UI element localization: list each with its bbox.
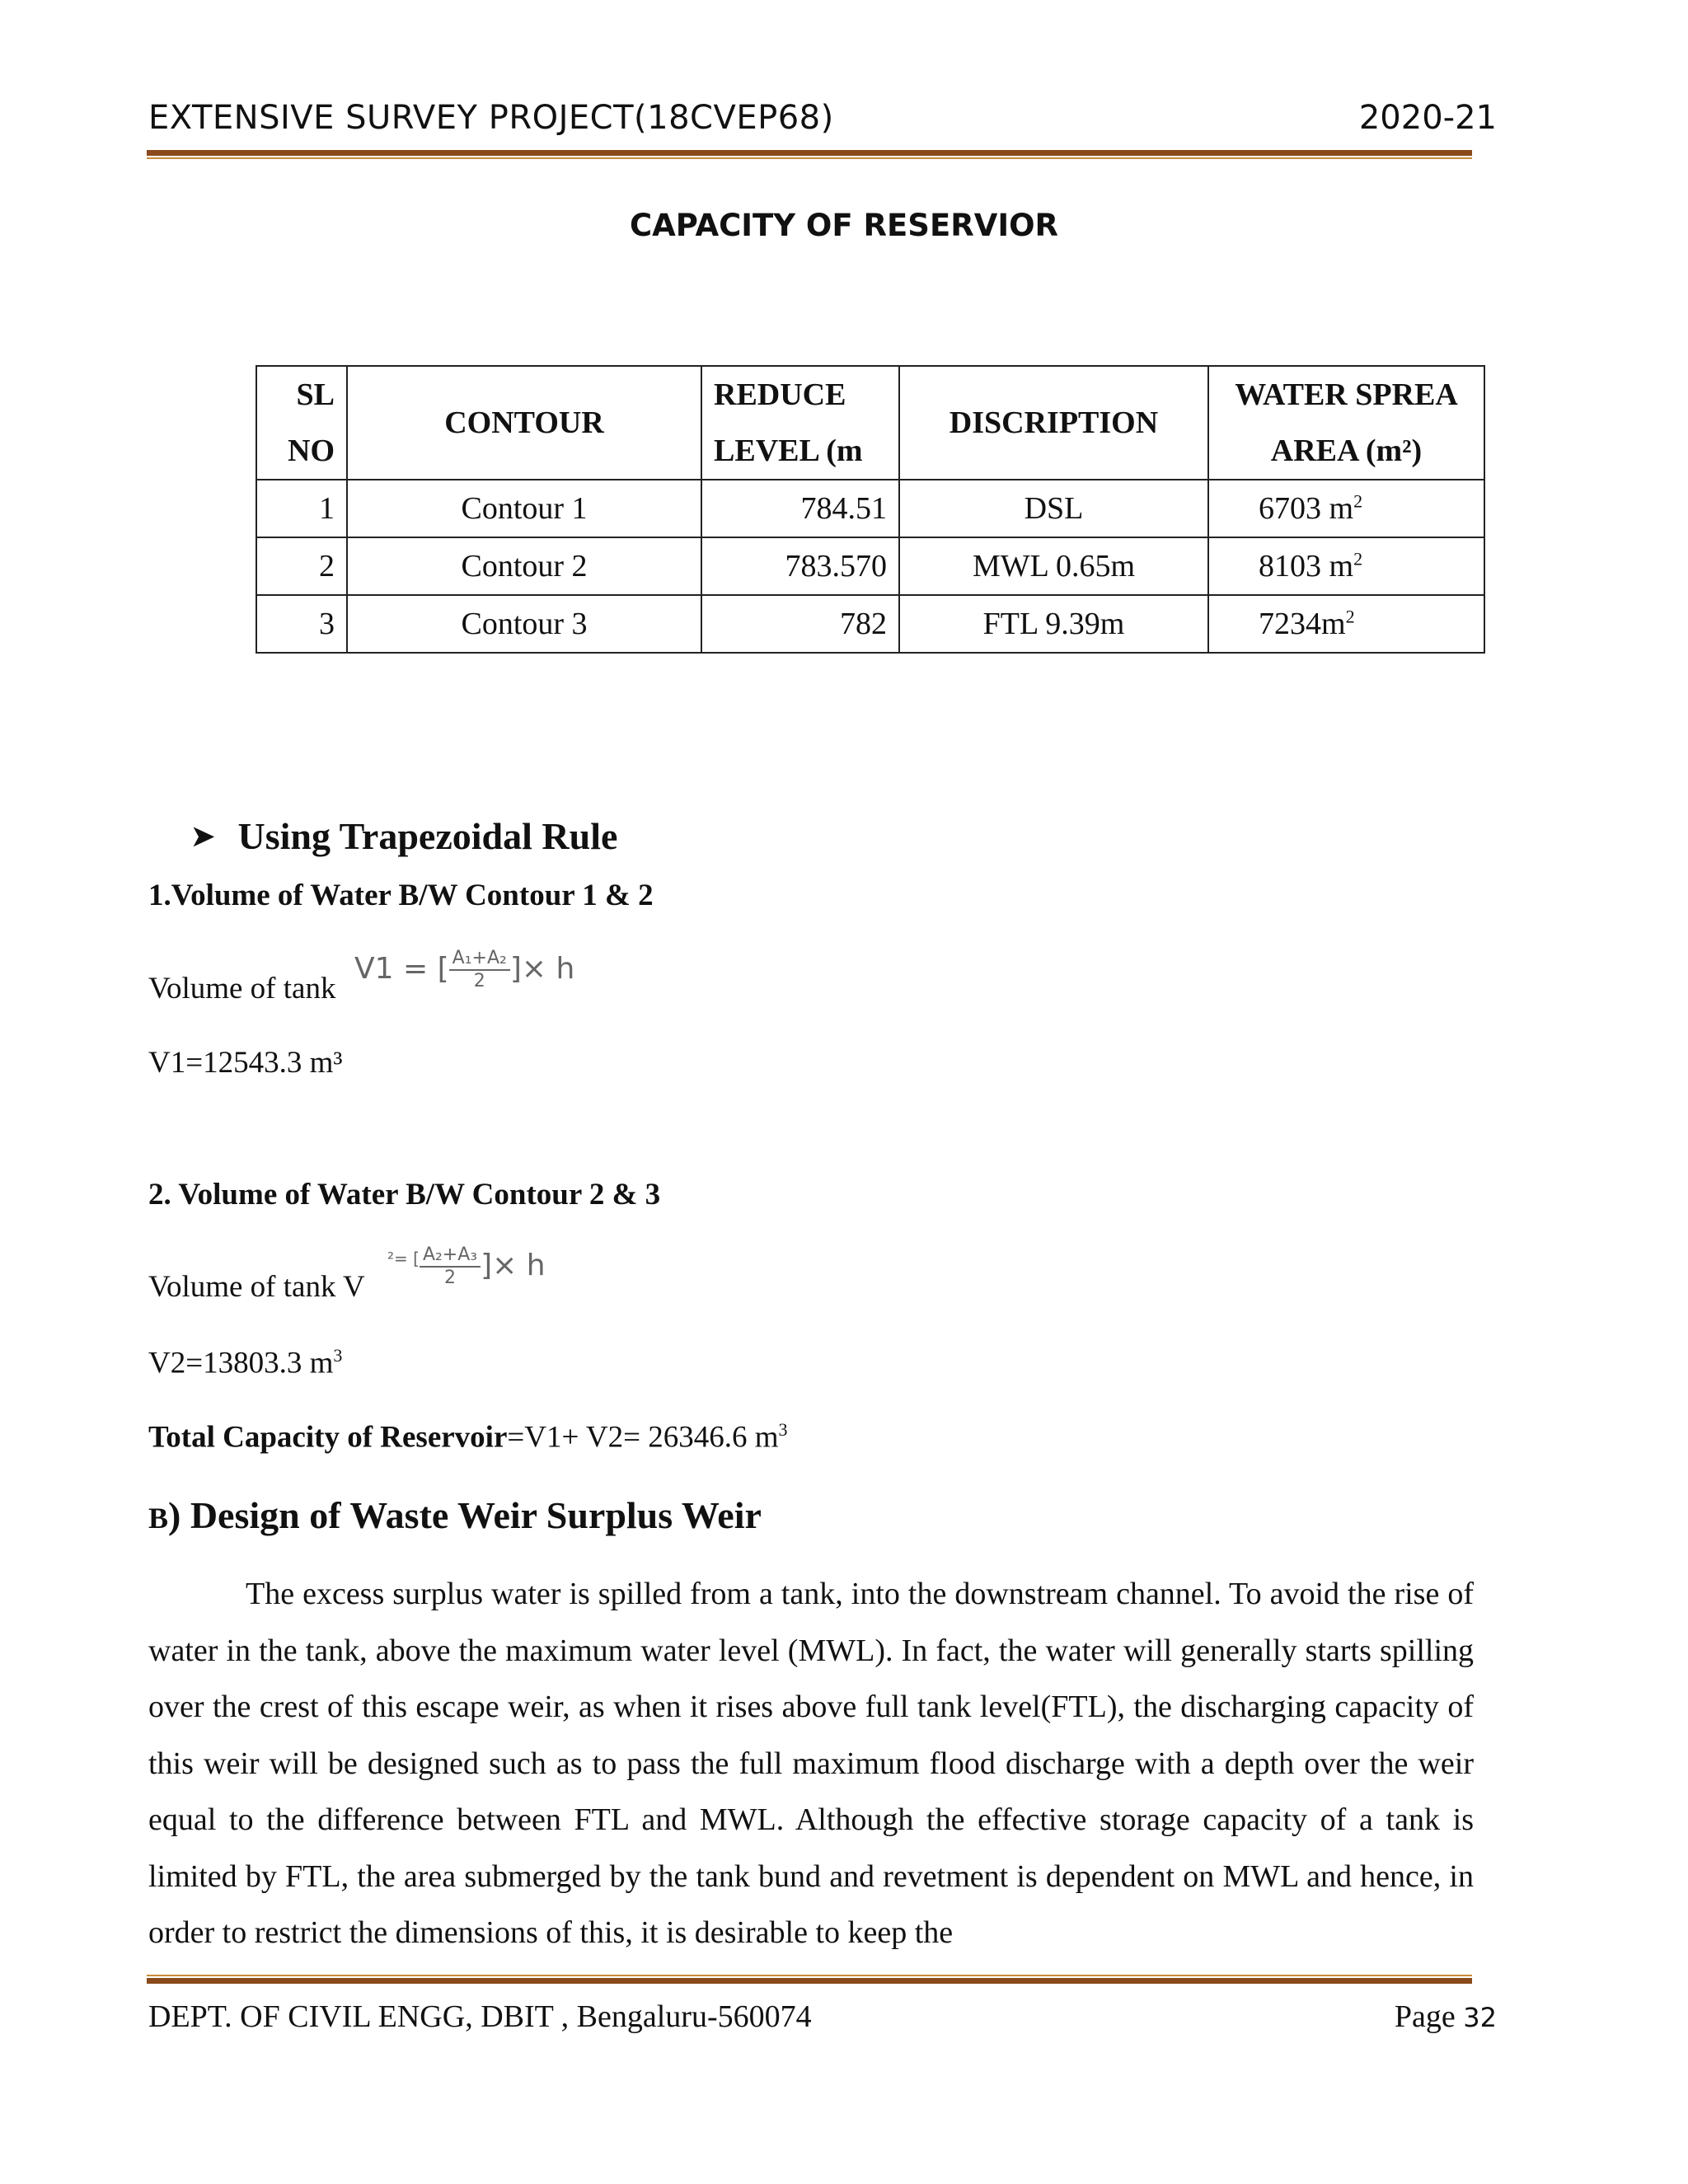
cell-description: DSL	[899, 480, 1208, 537]
cell-description: FTL 9.39m	[899, 595, 1208, 653]
cell-sl: 3	[256, 595, 347, 653]
header-year: 2020-21	[1358, 99, 1497, 137]
col-header-area: WATER SPREA AREA (m²)	[1208, 366, 1484, 480]
col-header-sl: SL NO	[256, 366, 347, 480]
table-row	[256, 595, 1484, 653]
cell-sl: 1	[256, 480, 347, 537]
vol1-label: Volume of tank	[148, 972, 336, 1005]
cell-area: 6703 $m^2$	[1208, 480, 1484, 537]
cell-contour: Contour 2	[347, 537, 701, 595]
cell-area: 8103 $m^2$	[1208, 537, 1484, 595]
footer-department: DEPT. OF CIVIL ENGG, DBIT , Bengaluru-560074	[148, 1999, 812, 2034]
vol2-heading: 2. Volume of Water B/W Contour 2 & 3	[148, 1178, 661, 1212]
weir-paragraph: The excess surplus water is spilled from a tank, into the downstream channel. To avoid the rise of water in the tank, above the maximum water level (MWL). In fact, the water will generally starts spilling over the crest of this escape weir, as when it rises above full tank level(FTL), the discharging capacity of this weir will be designed such as to pass the full maximum flood discharge with a depth over the weir equal to the difference between FTL and MWL. Although the effective storage capacity of a tank is limited by FTL, the area submerged by the tank bund and revetment is dependent on MWL and hence, in order to restrict the dimensions of this, it is desirable to keep the	[148, 1577, 1474, 1950]
page-title: CAPACITY OF RESERVIOR	[629, 208, 1059, 243]
cell-level: 782	[701, 595, 899, 653]
vol1-result: V1=12543.3 m³	[148, 1046, 343, 1080]
cell-contour: Contour 3	[347, 595, 701, 653]
cell-contour: Contour 1	[347, 480, 701, 537]
cell-level: 783.570	[701, 537, 899, 595]
footer-rule	[147, 1978, 1472, 1984]
footer-rule-thin	[147, 1975, 1472, 1976]
header-rule	[147, 150, 1472, 156]
header-project-title: EXTENSIVE SURVEY PROJECT(18CVEP68)	[148, 99, 834, 137]
vol2-formula: $^{^2= [}$ $\frac{\text{A₂+A₃}}{2}$ ]× h	[387, 1244, 546, 1288]
header-rule-thin	[147, 157, 1472, 159]
table-row	[256, 480, 1484, 537]
total-capacity: Total Capacity of Reservoir=V1+ V2= 26346.6 $m^3$	[148, 1419, 788, 1455]
bullet-arrow-icon: ➤	[191, 822, 215, 852]
reservoir-table	[256, 365, 1485, 654]
vol2-result: V2=13803.3 $m^3$	[148, 1345, 343, 1380]
table-header-row	[256, 366, 1484, 480]
cell-sl: 2	[256, 537, 347, 595]
vol1-heading: 1.Volume of Water B/W Contour 1 & 2	[148, 879, 654, 912]
col-header-contour: CONTOUR	[347, 366, 701, 480]
table-row	[256, 537, 1484, 595]
section-b-heading: B) Design of Waste Weir Surplus Weir	[148, 1494, 762, 1536]
vol2-label: Volume of tank V	[148, 1270, 365, 1304]
col-header-description: DISCRIPTION	[899, 366, 1208, 480]
cell-level: 784.51	[701, 480, 899, 537]
method-heading: ➤ Using Trapezoidal Rule	[191, 815, 618, 857]
cell-description: MWL 0.65m	[899, 537, 1208, 595]
vol1-formula: V1 = [ $\frac{\text{A₁+A₂}}{2}$ ]× h	[354, 948, 575, 991]
footer-page-number: Page 32	[1394, 1999, 1497, 2034]
cell-area: $7234m^2$	[1208, 595, 1484, 653]
col-header-level: REDUCE LEVEL (m	[701, 366, 899, 480]
